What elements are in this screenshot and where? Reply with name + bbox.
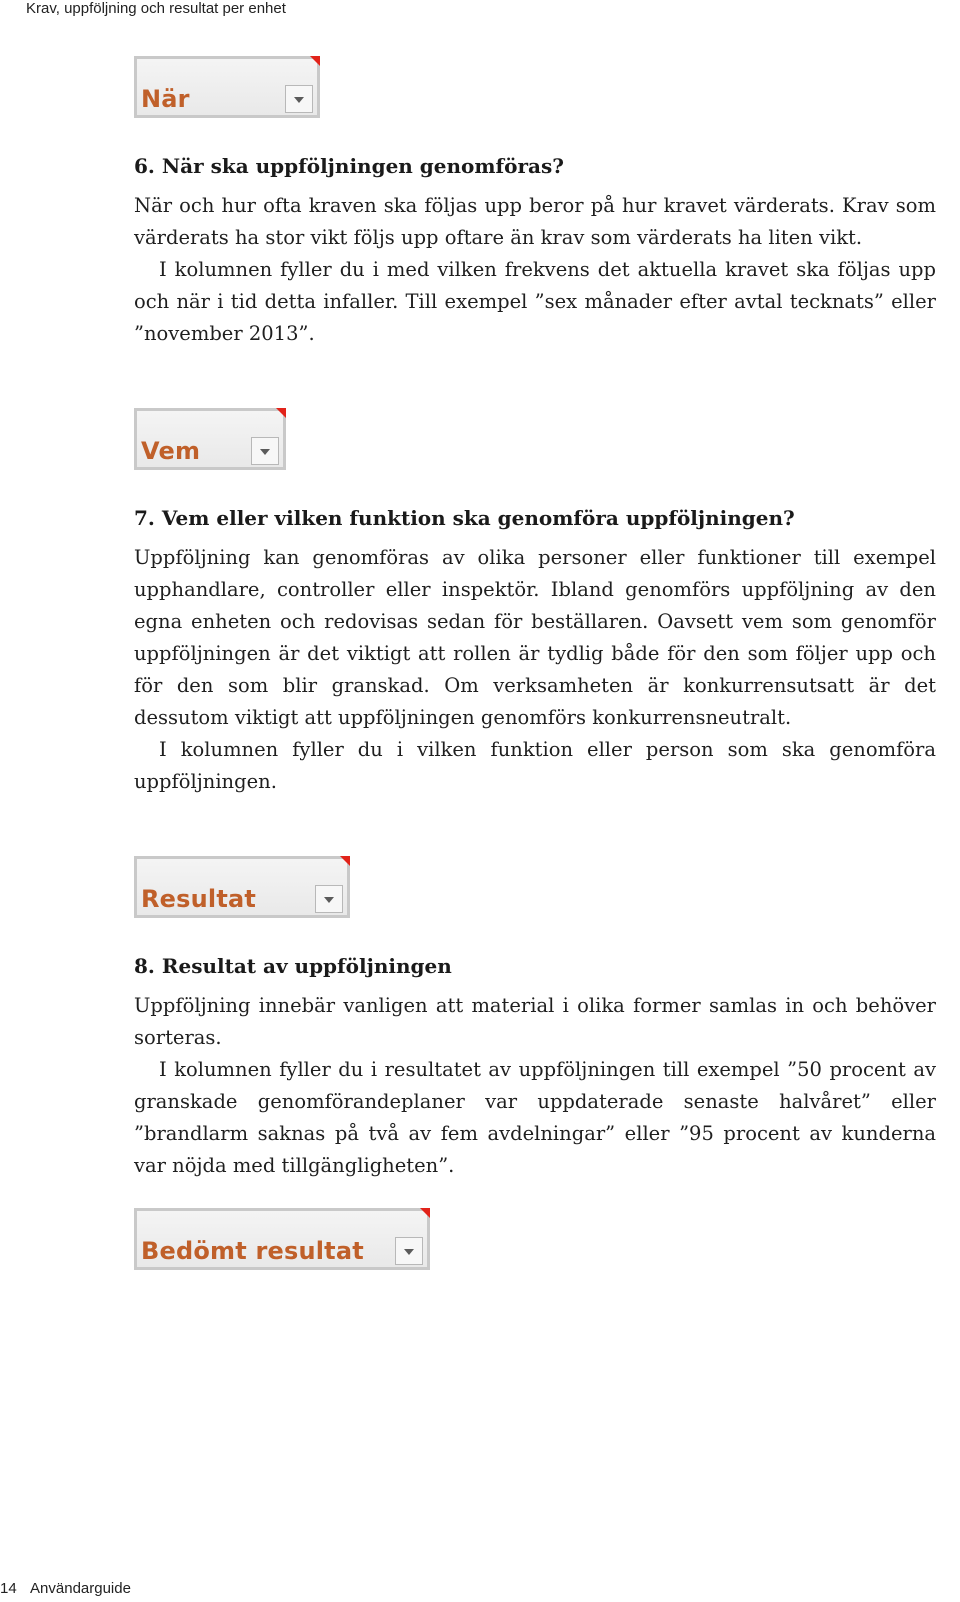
dropdown-arrow-icon[interactable] bbox=[315, 885, 343, 913]
field-label: Bedömt resultat bbox=[141, 1237, 364, 1265]
dropdown-arrow-icon[interactable] bbox=[285, 85, 313, 113]
dropdown-arrow-icon[interactable] bbox=[395, 1237, 423, 1265]
field-label: Resultat bbox=[141, 885, 257, 913]
section-heading-8: 8. Resultat av uppföljningen bbox=[134, 954, 452, 978]
resultat-field-header[interactable] bbox=[134, 856, 350, 918]
section-8-paragraph-1: Uppföljning innebär vanligen att material i olika former samlas in och behöver sorteras. bbox=[134, 994, 936, 1049]
vem-field-header[interactable] bbox=[134, 408, 286, 470]
comment-marker-icon bbox=[276, 408, 286, 418]
comment-marker-icon bbox=[420, 1208, 430, 1218]
footer-title: Användarguide bbox=[30, 1580, 131, 1597]
section-8-paragraph-2: I kolumnen fyller du i resultatet av uppföljningen till exempel ”50 procent av granskade genomförandeplaner var uppdaterade senaste halvåret” eller ”brandlarm saknas på två av fem avdelningar” eller ”95 procent av kunderna var nöjda med tillgängligheten”. bbox=[134, 1058, 936, 1177]
section-7-paragraph-1: Uppföljning kan genomföras av olika personer eller funktioner till exempel upphandlare, controller eller inspektör. Ibland genomförs uppföljning av den egna enheten och redovisas sedan för beställaren. Oavsett vem som genomför uppföljningen är det viktigt att rollen är tydlig både för den som följer upp och för den som blir granskad. Om verksamheten är konkurrensutsatt är det dessutom viktigt att uppföljningen genomförs konkurrensneutralt. bbox=[134, 546, 936, 729]
page-footer bbox=[0, 1580, 131, 1597]
bedomt-resultat-field-header[interactable] bbox=[134, 1208, 430, 1270]
dropdown-arrow-icon[interactable] bbox=[251, 437, 279, 465]
nar-field-header[interactable] bbox=[134, 56, 320, 118]
section-heading-6: 6. När ska uppföljningen genomföras? bbox=[134, 154, 564, 178]
section-6-paragraph-1: När och hur ofta kraven ska följas upp beror på hur kravet värderats. Krav som värderats ha stor vikt följs upp oftare än krav som värderats ha liten vikt. bbox=[134, 194, 936, 249]
comment-marker-icon bbox=[340, 856, 350, 866]
field-label: När bbox=[141, 85, 190, 113]
section-7-paragraph-2: I kolumnen fyller du i vilken funktion eller person som ska genomföra uppföljningen. bbox=[134, 738, 936, 793]
section-heading-7: 7. Vem eller vilken funktion ska genomföra uppföljningen? bbox=[134, 506, 795, 530]
running-head: Krav, uppföljning och resultat per enhet bbox=[26, 0, 286, 17]
field-label: Vem bbox=[141, 437, 201, 465]
page-number: 14 bbox=[0, 1580, 17, 1597]
section-6-paragraph-2: I kolumnen fyller du i med vilken frekvens det aktuella kravet ska följas upp och när i tid detta infaller. Till exempel ”sex månader efter avtal tecknats” eller ”november 2013”. bbox=[134, 258, 936, 345]
comment-marker-icon bbox=[310, 56, 320, 66]
